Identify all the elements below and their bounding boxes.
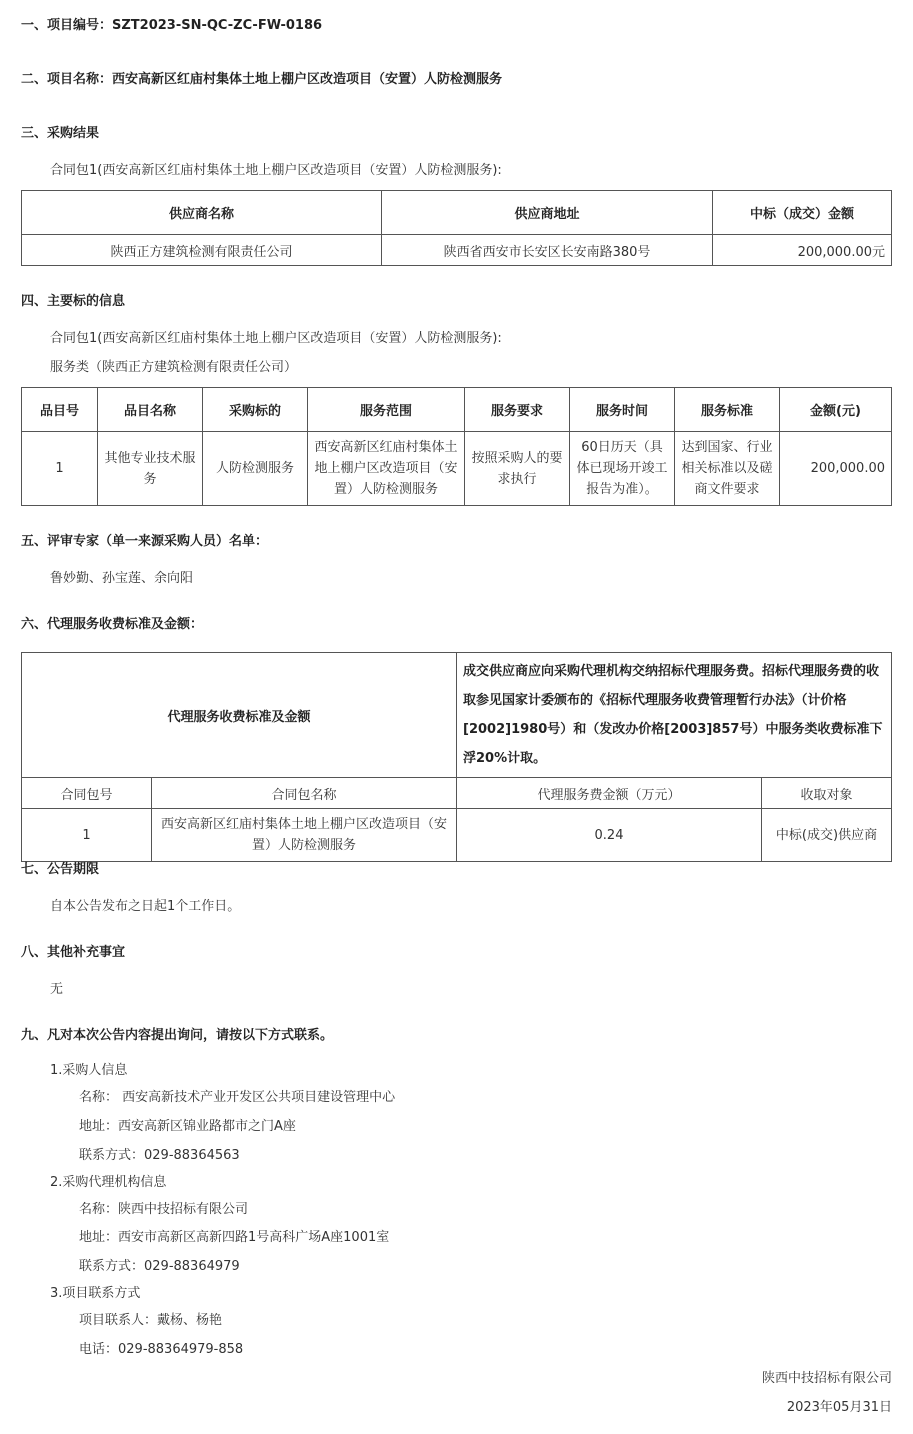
item-time: 60日历天（具体已现场开竣工报告为准）。 (570, 432, 675, 506)
col-requirement: 服务要求 (465, 388, 570, 432)
item-target: 人防检测服务 (203, 432, 308, 506)
section-contact: 九、凡对本次公告内容提出询问，请按以下方式联系。 (21, 1028, 334, 1043)
section-project-number: 一、项目编号：SZT2023-SN-QC-ZC-FW-0186 (21, 18, 323, 33)
section-notice-period: 七、公告期限 (21, 862, 100, 877)
buyer-phone: 联系方式：029-88364563 (79, 1148, 240, 1163)
buyer-title: 1.采购人信息 (50, 1063, 128, 1078)
agent-address: 地址：西安市高新区高新四路1号高科广场A座1001室 (79, 1230, 390, 1245)
experts-list: 鲁妙勤、孙宝莲、余向阳 (50, 571, 194, 586)
col-package-no: 合同包号 (22, 778, 152, 809)
service-type-line: 服务类（陕西正方建筑检测有限责任公司） (50, 360, 298, 375)
section-procurement-result: 三、采购结果 (21, 126, 100, 141)
result-table (21, 190, 892, 266)
fee-standard-label: 代理服务收费标准及金额 (22, 653, 457, 778)
col-fee-amount: 代理服务费金额（万元） (457, 778, 762, 809)
package-no: 1 (22, 809, 152, 862)
col-item-no: 品目号 (22, 388, 98, 432)
item-standard: 达到国家、行业相关标准以及磋商文件要求 (675, 432, 780, 506)
signature-date: 2023年05月31日 (786, 1400, 892, 1415)
section-project-name: 二、项目名称：西安高新区红庙村集体土地上棚户区改造项目（安置）人防检测服务 (21, 72, 503, 87)
items-table (21, 387, 892, 506)
item-scope: 西安高新区红庙村集体土地上棚户区改造项目（安置）人防检测服务 (308, 432, 465, 506)
item-no: 1 (22, 432, 98, 506)
supplier-address: 陕西省西安市长安区长安南路380号 (382, 235, 713, 266)
section-other-matters: 八、其他补充事宜 (21, 945, 126, 960)
col-time: 服务时间 (570, 388, 675, 432)
col-item-name: 品目名称 (98, 388, 203, 432)
col-supplier-address: 供应商地址 (382, 191, 713, 235)
notice-period-text: 自本公告发布之日起1个工作日。 (50, 899, 241, 914)
package-line-2: 合同包1(西安高新区红庙村集体土地上棚户区改造项目（安置）人防检测服务): (50, 331, 502, 346)
col-package-name: 合同包名称 (152, 778, 457, 809)
item-requirement: 按照采购人的要求执行 (465, 432, 570, 506)
section-main-items: 四、主要标的信息 (21, 294, 126, 309)
fee-payer: 中标(成交)供应商 (762, 809, 892, 862)
package-line: 合同包1(西安高新区红庙村集体土地上棚户区改造项目（安置）人防检测服务): (50, 163, 502, 178)
fee-amount: 0.24 (457, 809, 762, 862)
supplier-name: 陕西正方建筑检测有限责任公司 (22, 235, 382, 266)
item-amount: 200,000.00 (780, 432, 892, 506)
buyer-name: 名称： 西安高新技术产业开发区公共项目建设管理中心 (79, 1090, 396, 1105)
other-matters-text: 无 (50, 982, 64, 997)
col-amount: 金额(元) (780, 388, 892, 432)
col-award-amount: 中标（成交）金额 (713, 191, 892, 235)
project-contact-phone: 电话：029-88364979-858 (79, 1342, 244, 1357)
item-name: 其他专业技术服务 (98, 432, 203, 506)
agent-phone: 联系方式：029-88364979 (79, 1259, 240, 1274)
package-name: 西安高新区红庙村集体土地上棚户区改造项目（安置）人防检测服务 (152, 809, 457, 862)
fee-standard-text: 成交供应商应向采购代理机构交纳招标代理服务费。招标代理服务费的收取参见国家计委颁布的《招标代理服务收费管理暂行办法》（计价格[2002]1980号）和（发改办价格[2003]857号）中服务类收费标准下浮20%计取。 (457, 653, 892, 778)
project-contact-title: 3.项目联系方式 (50, 1286, 141, 1301)
agent-title: 2.采购代理机构信息 (50, 1175, 167, 1190)
section-experts: 五、评审专家（单一来源采购人员）名单： (21, 534, 269, 549)
signature-org: 陕西中技招标有限公司 (761, 1371, 892, 1386)
col-supplier-name: 供应商名称 (22, 191, 382, 235)
award-amount: 200,000.00元 (713, 235, 892, 266)
buyer-address: 地址：西安高新区锦业路都市之门A座 (79, 1119, 296, 1134)
agent-name: 名称：陕西中技招标有限公司 (79, 1202, 249, 1217)
col-fee-payer: 收取对象 (762, 778, 892, 809)
col-target: 采购标的 (203, 388, 308, 432)
col-scope: 服务范围 (308, 388, 465, 432)
agency-fee-table (21, 652, 892, 862)
section-agency-fee: 六、代理服务收费标准及金额： (21, 617, 204, 632)
project-contact-person: 项目联系人：戴杨、杨艳 (79, 1313, 223, 1328)
col-standard: 服务标准 (675, 388, 780, 432)
